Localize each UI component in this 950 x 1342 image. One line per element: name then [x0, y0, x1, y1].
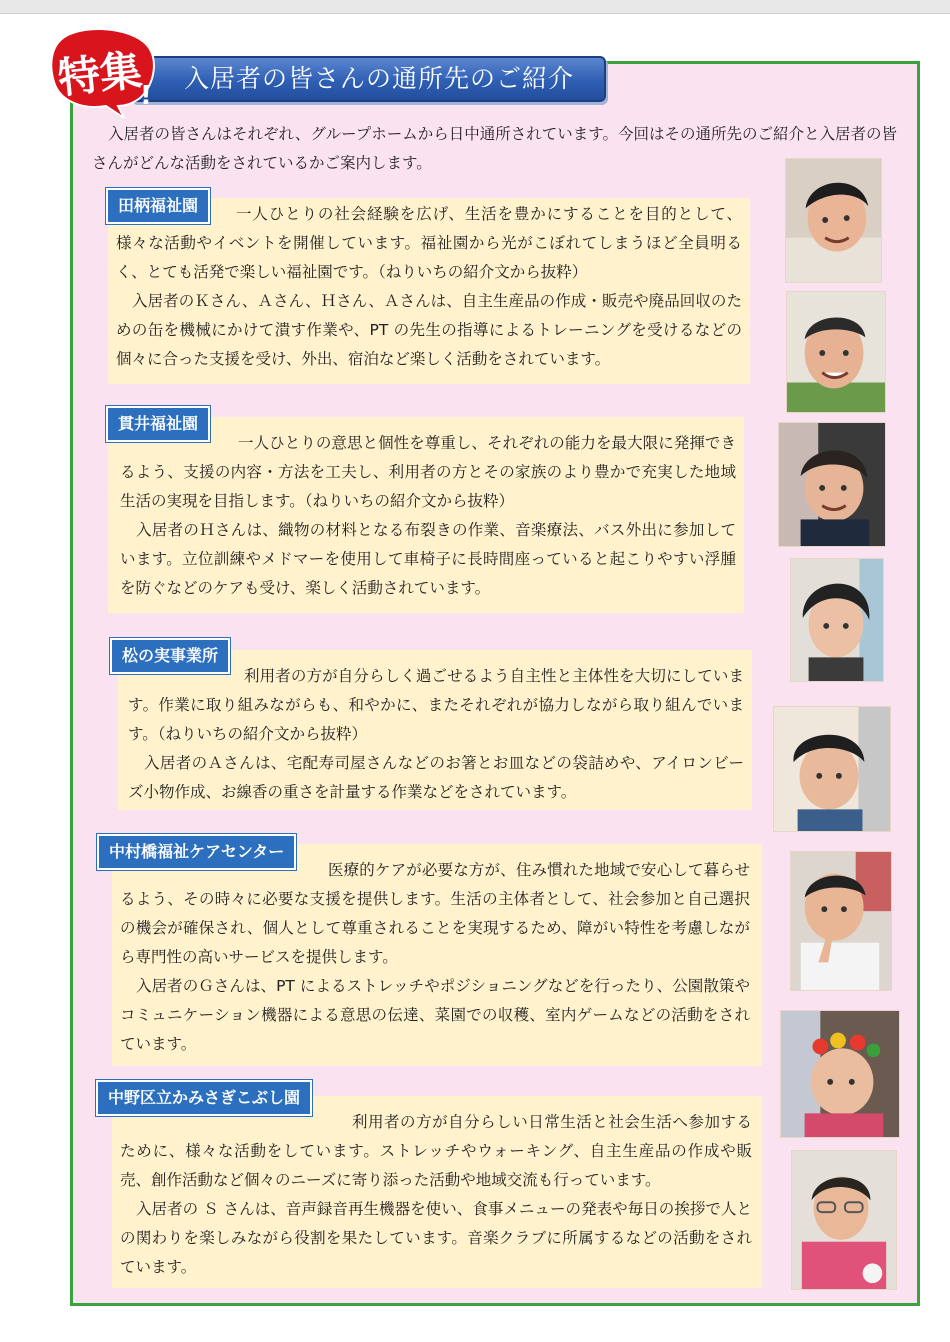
- section-tagara-label: 田柄福祉園: [106, 188, 210, 224]
- resident-photo-7: [780, 1010, 900, 1138]
- section-nukui: [108, 417, 744, 613]
- section-matsunomi-p2: 入居者のＡさんは、宅配寿司屋さんなどのお箸とお皿などの袋詰めや、アイロンビーズ小物作成、お線香の重さを計量する作業などをされています。: [128, 754, 744, 801]
- resident-photo-6: [790, 851, 892, 991]
- resident-photo-1: [785, 158, 882, 283]
- feature-badge: [48, 26, 158, 118]
- browser-top-bar: [0, 0, 950, 14]
- intro-text: 入居者の皆さんはそれぞれ、グループホームから日中通所されています。今回はその通所先のご紹介と入居者の皆さんがどんな活動をされているかご案内します。: [92, 125, 897, 172]
- resident-photo-3: [778, 422, 886, 547]
- section-kamisagi-label: 中野区立かみさぎこぶし園: [96, 1080, 312, 1116]
- section-tagara-p2: 入居者のＫさん、Ａさん、Ｈさん、Ａさんは、自主生産品の作成・販売や廃品回収のための缶を機械にかけて潰す作業や、PT の先生の指導によるトレーニングを受けるなどの個々に合った支援を受け、外出、宿泊など楽しく活動をされています。: [116, 292, 742, 368]
- svg-text:!: !: [140, 81, 152, 111]
- section-nakamurabashi: [112, 844, 762, 1066]
- resident-photo-5: [773, 706, 891, 832]
- section-tagara-p1: 一人ひとりの社会経験を広げ、生活を豊かにすることを目的として、様々な活動やイベントを開催しています。福祉園から光がこぼれてしまうほど全員明るく、とても活発で楽しい福祉園です。（ねりいちの紹介文から抜粋）: [116, 205, 742, 281]
- section-nukui-p2: 入居者のＨさんは、織物の材料となる布裂きの作業、音楽療法、バス外出に参加しています。立位訓練やメドマーを使用して車椅子に長時間座っていると起こりやすい浮腫を防ぐなどのケアも受け、楽しく活動されています。: [120, 521, 736, 597]
- section-nakamurabashi-p1: 医療的ケアが必要な方が、住み慣れた地域で安心して暮らせるよう、その時々に必要な支援を提供します。生活の主体者として、社会参加と自己選択の機会が確保され、個人として尊重されることを実現するため、障がい特性を考慮しながら専門性の高いサービスを提供します。: [120, 861, 750, 966]
- article-title: 入居者の皆さんの通所先のご紹介: [130, 56, 606, 102]
- feature-badge-text: 特集: [55, 45, 145, 104]
- section-nukui-p1: 一人ひとりの意思と個性を尊重し、それぞれの能力を最大限に発揮できるよう、支援の内容・方法を工夫し、利用者の方とその家族のより豊かで充実した地域生活の実現を目指します。（ねりいちの紹介文から抜粋）: [120, 434, 736, 510]
- section-matsunomi-p1: 利用者の方が自分らしく過ごせるよう自主性と主体性を大切にしています。作業に取り組みながらも、和やかに、またそれぞれが協力しながら取り組んでいます。（ねりいちの紹介文から抜粋）: [128, 667, 744, 743]
- resident-photo-8: [791, 1150, 897, 1290]
- section-kamisagi-p1: 利用者の方が自分らしい日常生活と社会生活へ参加するために、様々な活動をしています。ストレッチやウォーキング、自主生産品の作成や販売、創作活動など個々のニーズに寄り添った活動や地域交流も行っています。: [120, 1113, 752, 1189]
- resident-photo-4: [790, 558, 884, 682]
- section-nakamurabashi-p2: 入居者のＧさんは、PT によるストレッチやポジショニングなどを行ったり、公園散策やコミュニケーション機器による意思の伝達、菜園での収穫、室内ゲームなどの活動をされています。: [120, 977, 750, 1053]
- section-kamisagi: [112, 1096, 762, 1288]
- section-nakamurabashi-label: 中村橋福祉ケアセンター: [97, 834, 296, 870]
- section-matsunomi: [118, 650, 752, 810]
- section-kamisagi-p2: 入居者の Ｓ さんは、音声録音再生機器を使い、食事メニューの発表や毎日の挨拶で人との関わりを楽しみながら役割を果たしています。音楽クラブに所属するなどの活動をされています。: [120, 1200, 752, 1276]
- section-matsunomi-label: 松の実事業所: [110, 638, 230, 674]
- resident-photo-2: [786, 291, 886, 413]
- section-nukui-label: 貫井福祉園: [106, 406, 210, 442]
- section-tagara: [108, 198, 750, 384]
